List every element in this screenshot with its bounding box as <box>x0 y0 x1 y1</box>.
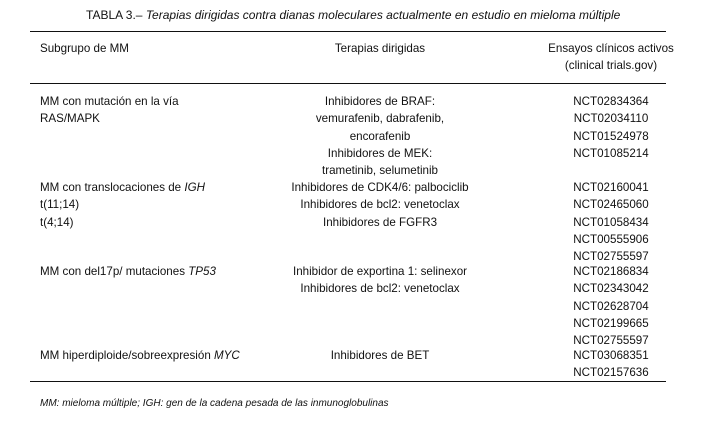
therapy-line: vemurafenib, dabrafenib, <box>315 112 445 126</box>
cell-therapies <box>246 347 514 364</box>
header-therapies: Terapias dirigidas <box>334 42 426 55</box>
trial-id: NCT00555906 <box>573 232 649 246</box>
subgroup-line: RAS/MAPK <box>40 112 100 126</box>
therapy-line: Inhibidores de MEK: <box>327 146 433 160</box>
cell-trials <box>510 347 712 382</box>
cell-trials <box>510 263 712 349</box>
table-label: TABLA 3.– <box>86 8 143 22</box>
header-rule <box>30 83 666 84</box>
therapy-line: Inhibidor de exportina 1: selinexor <box>292 265 467 278</box>
bottom-rule <box>30 381 666 382</box>
trial-id: NCT02157636 <box>573 366 649 380</box>
trial-id: NCT01058434 <box>573 215 649 229</box>
subgroup-line: t(4;14) <box>40 215 74 229</box>
therapy-line: Inhibidores de CDK4/6: palbociclib <box>291 181 469 194</box>
therapy-line: Inhibidores de bcl2: venetoclax <box>300 282 460 296</box>
subgroup-line: MM con del17p/ mutaciones TP53 <box>40 265 216 278</box>
therapy-line: Inhibidores de FGFR3 <box>322 215 438 229</box>
header-trials: Ensayos clínicos activos (clinical trials.gov) <box>548 42 674 73</box>
trial-id: NCT02628704 <box>573 299 649 313</box>
subgroup-line: t(11;14) <box>40 198 80 212</box>
table-caption: Terapias dirigidas contra dianas moleculares actualmente en estudio en mieloma múltiple <box>145 8 621 22</box>
cell-subgroup <box>40 347 240 364</box>
cell-subgroup <box>40 263 216 280</box>
trial-id: NCT02186834 <box>573 265 649 278</box>
cell-therapies <box>246 179 514 231</box>
cell-therapies <box>246 93 514 179</box>
trial-id: NCT01085214 <box>573 146 649 160</box>
trial-id: NCT02755597 <box>573 334 649 348</box>
therapy-line: encorafenib <box>349 129 411 143</box>
table-footnote: MM: mieloma múltiple; IGH: gen de la cadena pesada de las inmunoglobulinas <box>40 398 389 409</box>
subgroup-line: MM hiperdiploide/sobreexpresión MYC <box>40 349 240 362</box>
header-subgroup: Subgrupo de MM <box>40 42 129 55</box>
cell-trials <box>510 93 712 162</box>
trial-id: NCT02834364 <box>573 95 649 108</box>
trial-id: NCT02465060 <box>573 198 649 212</box>
cell-trials <box>510 179 712 265</box>
trial-id: NCT02160041 <box>573 181 649 194</box>
trial-id: NCT01524978 <box>573 129 649 143</box>
trial-id: NCT02199665 <box>573 316 649 330</box>
therapy-line: Inhibidores de BRAF: <box>324 95 436 108</box>
trial-id: NCT03068351 <box>573 349 649 362</box>
trial-id: NCT02343042 <box>573 282 649 296</box>
trial-id: NCT02034110 <box>573 112 649 126</box>
subgroup-line: MM con translocaciones de IGH <box>40 181 205 194</box>
therapy-line: trametinib, selumetinib <box>322 164 438 178</box>
subgroup-line: MM con mutación en la vía <box>40 95 179 108</box>
therapy-line: Inhibidores de BET <box>330 349 430 362</box>
trial-id: NCT02755597 <box>573 250 649 264</box>
cell-therapies <box>246 263 514 298</box>
top-rule <box>30 31 666 32</box>
cell-subgroup <box>40 93 179 128</box>
cell-subgroup <box>40 179 205 231</box>
therapy-line: Inhibidores de bcl2: venetoclax <box>300 198 460 212</box>
table-title <box>86 8 620 22</box>
